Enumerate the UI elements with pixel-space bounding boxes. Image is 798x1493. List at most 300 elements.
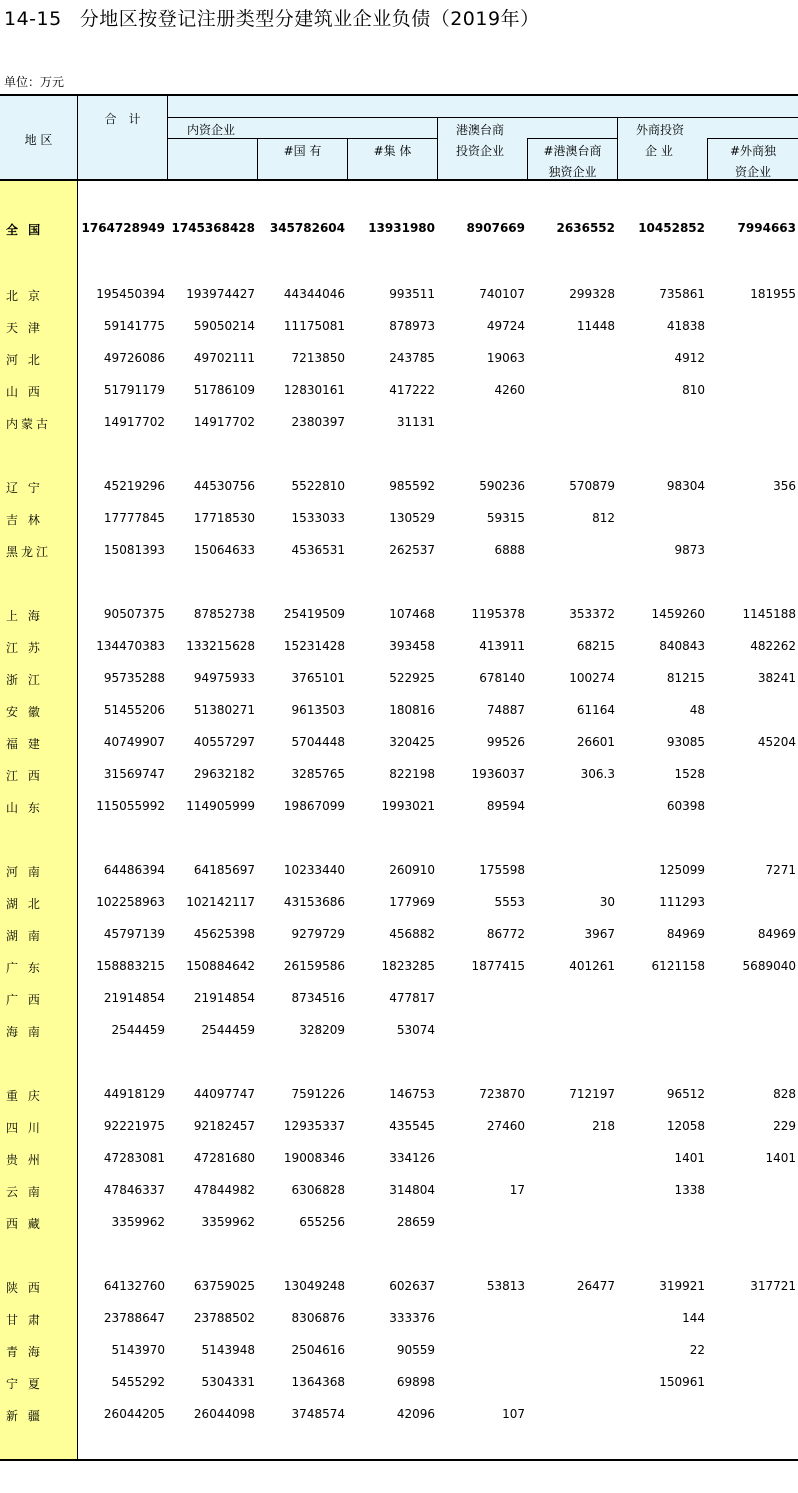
value-cell: 92182457 <box>193 1119 255 1133</box>
value-cell: 42096 <box>396 1407 435 1421</box>
header-hmt-line2: 投资企业 <box>456 144 505 158</box>
value-cell: 456882 <box>389 927 435 941</box>
value-cell: 1823285 <box>381 959 435 973</box>
value-cell: 44344046 <box>283 287 345 301</box>
value-cell: 985592 <box>389 479 435 493</box>
value-cell: 7271 <box>765 863 796 877</box>
value-cell: 63759025 <box>193 1279 255 1293</box>
region-label: 山 西 <box>6 385 43 399</box>
table-row <box>0 1308 798 1328</box>
region-label: 河 南 <box>6 865 43 879</box>
value-cell: 26159586 <box>283 959 345 973</box>
value-cell: 2636552 <box>556 221 615 235</box>
table-row <box>0 604 798 624</box>
value-cell: 51455206 <box>103 703 165 717</box>
table-row <box>0 860 798 880</box>
region-label: 浙 江 <box>6 673 43 687</box>
value-cell: 60398 <box>666 799 705 813</box>
value-cell: 26044098 <box>193 1407 255 1421</box>
value-cell: 31131 <box>396 415 435 429</box>
value-cell: 822198 <box>389 767 435 781</box>
value-cell: 38241 <box>757 671 796 685</box>
value-cell: 2504616 <box>291 1343 345 1357</box>
table-row <box>0 956 798 976</box>
header-total: 合 计 <box>104 112 141 126</box>
region-label: 安 徽 <box>6 705 43 719</box>
value-cell: 6121158 <box>651 959 705 973</box>
value-cell: 49702111 <box>193 351 255 365</box>
value-cell: 49724 <box>486 319 525 333</box>
value-cell: 64132760 <box>103 1279 165 1293</box>
value-cell: 17777845 <box>103 511 165 525</box>
value-cell: 99526 <box>486 735 525 749</box>
header-foreign-line1: 外商投资 <box>636 123 685 137</box>
value-cell: 602637 <box>389 1279 435 1293</box>
value-cell: 181955 <box>750 287 796 301</box>
value-cell: 314804 <box>389 1183 435 1197</box>
value-cell: 7591226 <box>291 1087 345 1101</box>
region-label: 贵 州 <box>6 1153 43 1167</box>
value-cell: 413911 <box>479 639 525 653</box>
table-row <box>0 892 798 912</box>
header-divider <box>77 96 78 181</box>
value-cell: 74887 <box>486 703 525 717</box>
value-cell: 12935337 <box>283 1119 345 1133</box>
value-cell: 353372 <box>569 607 615 621</box>
value-cell: 3359962 <box>201 1215 255 1229</box>
value-cell: 134470383 <box>96 639 165 653</box>
value-cell: 94975933 <box>193 671 255 685</box>
value-cell: 61164 <box>576 703 615 717</box>
region-label: 重 庆 <box>6 1089 43 1103</box>
value-cell: 68215 <box>576 639 615 653</box>
region-label: 天 津 <box>6 321 43 335</box>
value-cell: 1936037 <box>471 767 525 781</box>
value-cell: 740107 <box>479 287 525 301</box>
header-divider <box>617 117 618 181</box>
value-cell: 64486394 <box>103 863 165 877</box>
value-cell: 319921 <box>659 1279 705 1293</box>
value-cell: 51791179 <box>103 383 165 397</box>
value-cell: 2544459 <box>201 1023 255 1037</box>
value-cell: 260910 <box>389 863 435 877</box>
table-row <box>0 924 798 944</box>
value-cell: 14917702 <box>103 415 165 429</box>
value-cell: 53074 <box>396 1023 435 1037</box>
value-cell: 92221975 <box>103 1119 165 1133</box>
region-label: 广 西 <box>6 993 43 1007</box>
value-cell: 712197 <box>569 1087 615 1101</box>
region-label: 陕 西 <box>6 1281 43 1295</box>
value-cell: 1533033 <box>291 511 345 525</box>
value-cell: 19063 <box>486 351 525 365</box>
value-cell: 11448 <box>576 319 615 333</box>
header-collective: #集 体 <box>373 144 412 158</box>
table-row <box>0 380 798 400</box>
table-row <box>0 668 798 688</box>
header-bottom-rule <box>0 179 798 181</box>
table-row <box>0 476 798 496</box>
value-cell: 9613503 <box>291 703 345 717</box>
table-row <box>0 1148 798 1168</box>
value-cell: 15231428 <box>283 639 345 653</box>
value-cell: 146753 <box>389 1087 435 1101</box>
header-region: 地 区 <box>24 133 53 147</box>
value-cell: 114905999 <box>186 799 255 813</box>
value-cell: 96512 <box>666 1087 705 1101</box>
region-label: 湖 北 <box>6 897 43 911</box>
value-cell: 86772 <box>486 927 525 941</box>
value-cell: 1145188 <box>742 607 796 621</box>
table-row <box>0 1404 798 1424</box>
value-cell: 1401 <box>765 1151 796 1165</box>
value-cell: 21914854 <box>193 991 255 1005</box>
value-cell: 218 <box>592 1119 615 1133</box>
value-cell: 1993021 <box>381 799 435 813</box>
value-cell: 23788502 <box>193 1311 255 1325</box>
value-cell: 678140 <box>479 671 525 685</box>
value-cell: 150884642 <box>186 959 255 973</box>
value-cell: 723870 <box>479 1087 525 1101</box>
value-cell: 1195378 <box>471 607 525 621</box>
value-cell: 14917702 <box>193 415 255 429</box>
value-cell: 45625398 <box>193 927 255 941</box>
value-cell: 51786109 <box>193 383 255 397</box>
value-cell: 477817 <box>389 991 435 1005</box>
value-cell: 4912 <box>674 351 705 365</box>
value-cell: 299328 <box>569 287 615 301</box>
table-row <box>0 764 798 784</box>
value-cell: 5704448 <box>291 735 345 749</box>
region-label: 上 海 <box>6 609 43 623</box>
value-cell: 401261 <box>569 959 615 973</box>
value-cell: 102142117 <box>186 895 255 909</box>
value-cell: 3967 <box>584 927 615 941</box>
table-row <box>0 316 798 336</box>
value-cell: 993511 <box>389 287 435 301</box>
value-cell: 15081393 <box>103 543 165 557</box>
value-cell: 195450394 <box>96 287 165 301</box>
region-label: 海 南 <box>6 1025 43 1039</box>
value-cell: 102258963 <box>96 895 165 909</box>
table-row <box>0 1084 798 1104</box>
value-cell: 107 <box>502 1407 525 1421</box>
table-row <box>0 1020 798 1040</box>
region-label: 广 东 <box>6 961 43 975</box>
region-label: 吉 林 <box>6 513 43 527</box>
region-column-divider <box>77 181 78 1459</box>
table-row <box>0 1276 798 1296</box>
value-cell: 10452852 <box>638 221 705 235</box>
value-cell: 435545 <box>389 1119 435 1133</box>
value-cell: 115055992 <box>96 799 165 813</box>
region-label: 内蒙古 <box>6 417 52 431</box>
region-label: 黑龙江 <box>6 545 52 559</box>
value-cell: 1459260 <box>651 607 705 621</box>
bottom-rule <box>0 1459 798 1461</box>
value-cell: 51380271 <box>193 703 255 717</box>
header-divider <box>437 117 438 181</box>
value-cell: 15064633 <box>193 543 255 557</box>
region-label: 辽 宁 <box>6 481 43 495</box>
value-cell: 59315 <box>486 511 525 525</box>
value-cell: 9873 <box>674 543 705 557</box>
value-cell: 90559 <box>396 1343 435 1357</box>
value-cell: 45797139 <box>103 927 165 941</box>
value-cell: 45204 <box>757 735 796 749</box>
value-cell: 48 <box>689 703 705 717</box>
table-number: 14-15 <box>4 8 62 30</box>
value-cell: 243785 <box>389 351 435 365</box>
value-cell: 47281680 <box>193 1151 255 1165</box>
value-cell: 393458 <box>389 639 435 653</box>
value-cell: 19008346 <box>283 1151 345 1165</box>
value-cell: 828 <box>773 1087 796 1101</box>
value-cell: 30 <box>599 895 615 909</box>
table-title-text: 分地区按登记注册类型分建筑业企业负债（2019年） <box>79 8 540 30</box>
value-cell: 13931980 <box>368 221 435 235</box>
value-cell: 17718530 <box>193 511 255 525</box>
value-cell: 812 <box>592 511 615 525</box>
value-cell: 81215 <box>666 671 705 685</box>
value-cell: 333376 <box>389 1311 435 1325</box>
region-label: 江 西 <box>6 769 43 783</box>
unit-label: 单位：万元 <box>4 75 65 89</box>
value-cell: 2380397 <box>291 415 345 429</box>
header-divider <box>527 138 617 139</box>
value-cell: 262537 <box>389 543 435 557</box>
header-state-owned: #国 有 <box>283 144 322 158</box>
value-cell: 570879 <box>569 479 615 493</box>
table-row <box>0 412 798 432</box>
value-cell: 6888 <box>494 543 525 557</box>
value-cell: 3285765 <box>291 767 345 781</box>
value-cell: 840843 <box>659 639 705 653</box>
value-cell: 25419509 <box>283 607 345 621</box>
value-cell: 130529 <box>389 511 435 525</box>
value-cell: 10233440 <box>283 863 345 877</box>
header-foreign-sole-line1: #外商独 <box>729 144 777 158</box>
table-title <box>4 4 540 31</box>
value-cell: 1745368428 <box>171 221 255 235</box>
value-cell: 655256 <box>299 1215 345 1229</box>
value-cell: 5689040 <box>742 959 796 973</box>
value-cell: 590236 <box>479 479 525 493</box>
value-cell: 317721 <box>750 1279 796 1293</box>
header-hmt-sole-line1: #港澳台商 <box>543 144 602 158</box>
value-cell: 47844982 <box>193 1183 255 1197</box>
value-cell: 29632182 <box>193 767 255 781</box>
table-row <box>0 540 798 560</box>
value-cell: 4536531 <box>291 543 345 557</box>
value-cell: 111293 <box>659 895 705 909</box>
value-cell: 3359962 <box>111 1215 165 1229</box>
value-cell: 229 <box>773 1119 796 1133</box>
value-cell: 8734516 <box>291 991 345 1005</box>
header-domestic: 内资企业 <box>187 123 236 137</box>
table-row <box>0 636 798 656</box>
value-cell: 1764728949 <box>81 221 165 235</box>
value-cell: 40557297 <box>193 735 255 749</box>
region-label: 宁 夏 <box>6 1377 43 1391</box>
table-row <box>0 218 798 238</box>
value-cell: 84969 <box>757 927 796 941</box>
value-cell: 180816 <box>389 703 435 717</box>
header-hmt-sole-line2: 独资企业 <box>548 165 597 179</box>
value-cell: 12830161 <box>283 383 345 397</box>
value-cell: 28659 <box>396 1215 435 1229</box>
value-cell: 878973 <box>389 319 435 333</box>
value-cell: 107468 <box>389 607 435 621</box>
table-row <box>0 700 798 720</box>
value-cell: 59141775 <box>103 319 165 333</box>
value-cell: 7213850 <box>291 351 345 365</box>
value-cell: 144 <box>682 1311 705 1325</box>
value-cell: 1338 <box>674 1183 705 1197</box>
value-cell: 522925 <box>389 671 435 685</box>
value-cell: 417222 <box>389 383 435 397</box>
value-cell: 5143948 <box>201 1343 255 1357</box>
table-row <box>0 1340 798 1360</box>
value-cell: 7994663 <box>737 221 796 235</box>
value-cell: 43153686 <box>283 895 345 909</box>
region-label: 福 建 <box>6 737 43 751</box>
value-cell: 45219296 <box>103 479 165 493</box>
header-divider <box>257 138 437 139</box>
table-row <box>0 284 798 304</box>
value-cell: 9279729 <box>291 927 345 941</box>
region-label: 西 藏 <box>6 1217 43 1231</box>
value-cell: 5304331 <box>201 1375 255 1389</box>
value-cell: 133215628 <box>186 639 255 653</box>
value-cell: 87852738 <box>193 607 255 621</box>
value-cell: 320425 <box>389 735 435 749</box>
value-cell: 44530756 <box>193 479 255 493</box>
region-label: 河 北 <box>6 353 43 367</box>
header-divider <box>167 138 257 139</box>
header-foreign-sole-line2: 资企业 <box>734 165 771 179</box>
value-cell: 84969 <box>666 927 705 941</box>
value-cell: 23788647 <box>103 1311 165 1325</box>
value-cell: 306.3 <box>580 767 615 781</box>
value-cell: 12058 <box>666 1119 705 1133</box>
value-cell: 59050214 <box>193 319 255 333</box>
value-cell: 3748574 <box>291 1407 345 1421</box>
header-hmt-line1: 港澳台商 <box>456 123 505 137</box>
value-cell: 49726086 <box>103 351 165 365</box>
value-cell: 5455292 <box>111 1375 165 1389</box>
value-cell: 21914854 <box>103 991 165 1005</box>
region-label: 湖 南 <box>6 929 43 943</box>
region-label: 北 京 <box>6 289 43 303</box>
value-cell: 22 <box>689 1343 705 1357</box>
region-label: 山 东 <box>6 801 43 815</box>
region-label: 江 苏 <box>6 641 43 655</box>
value-cell: 810 <box>682 383 705 397</box>
value-cell: 53813 <box>486 1279 525 1293</box>
region-label: 甘 肃 <box>6 1313 43 1327</box>
region-label: 青 海 <box>6 1345 43 1359</box>
value-cell: 100274 <box>569 671 615 685</box>
value-cell: 89594 <box>486 799 525 813</box>
table-row <box>0 796 798 816</box>
value-cell: 328209 <box>299 1023 345 1037</box>
table-row <box>0 1212 798 1232</box>
value-cell: 8306876 <box>291 1311 345 1325</box>
value-cell: 13049248 <box>283 1279 345 1293</box>
value-cell: 93085 <box>666 735 705 749</box>
table-row <box>0 1372 798 1392</box>
table-row <box>0 1180 798 1200</box>
value-cell: 26477 <box>576 1279 615 1293</box>
value-cell: 27460 <box>486 1119 525 1133</box>
value-cell: 31569747 <box>103 767 165 781</box>
table-row <box>0 348 798 368</box>
value-cell: 26601 <box>576 735 615 749</box>
value-cell: 735861 <box>659 287 705 301</box>
value-cell: 193974427 <box>186 287 255 301</box>
value-cell: 5143970 <box>111 1343 165 1357</box>
table-row <box>0 988 798 1008</box>
value-cell: 1877415 <box>471 959 525 973</box>
region-label: 新 疆 <box>6 1409 43 1423</box>
value-cell: 345782604 <box>269 221 345 235</box>
value-cell: 19867099 <box>283 799 345 813</box>
value-cell: 44097747 <box>193 1087 255 1101</box>
value-cell: 17 <box>509 1183 525 1197</box>
header-foreign-line2: 企 业 <box>645 144 673 158</box>
value-cell: 47846337 <box>103 1183 165 1197</box>
value-cell: 4260 <box>494 383 525 397</box>
value-cell: 90507375 <box>103 607 165 621</box>
value-cell: 1528 <box>674 767 705 781</box>
value-cell: 175598 <box>479 863 525 877</box>
table-row <box>0 1116 798 1136</box>
value-cell: 125099 <box>659 863 705 877</box>
value-cell: 98304 <box>666 479 705 493</box>
value-cell: 47283081 <box>103 1151 165 1165</box>
value-cell: 41838 <box>666 319 705 333</box>
table-row <box>0 732 798 752</box>
value-cell: 5553 <box>494 895 525 909</box>
region-column-band <box>0 181 77 1459</box>
value-cell: 1364368 <box>291 1375 345 1389</box>
value-cell: 158883215 <box>96 959 165 973</box>
value-cell: 44918129 <box>103 1087 165 1101</box>
value-cell: 150961 <box>659 1375 705 1389</box>
value-cell: 11175081 <box>283 319 345 333</box>
value-cell: 64185697 <box>193 863 255 877</box>
region-label: 四 川 <box>6 1121 43 1135</box>
value-cell: 334126 <box>389 1151 435 1165</box>
value-cell: 1401 <box>674 1151 705 1165</box>
value-cell: 356 <box>773 479 796 493</box>
region-label: 云 南 <box>6 1185 43 1199</box>
value-cell: 2544459 <box>111 1023 165 1037</box>
value-cell: 26044205 <box>103 1407 165 1421</box>
header-divider <box>707 138 798 139</box>
value-cell: 95735288 <box>103 671 165 685</box>
value-cell: 6306828 <box>291 1183 345 1197</box>
value-cell: 69898 <box>396 1375 435 1389</box>
region-label: 全 国 <box>6 223 44 237</box>
header-divider <box>167 117 798 118</box>
value-cell: 8907669 <box>466 221 525 235</box>
value-cell: 3765101 <box>291 671 345 685</box>
value-cell: 177969 <box>389 895 435 909</box>
value-cell: 40749907 <box>103 735 165 749</box>
value-cell: 5522810 <box>291 479 345 493</box>
